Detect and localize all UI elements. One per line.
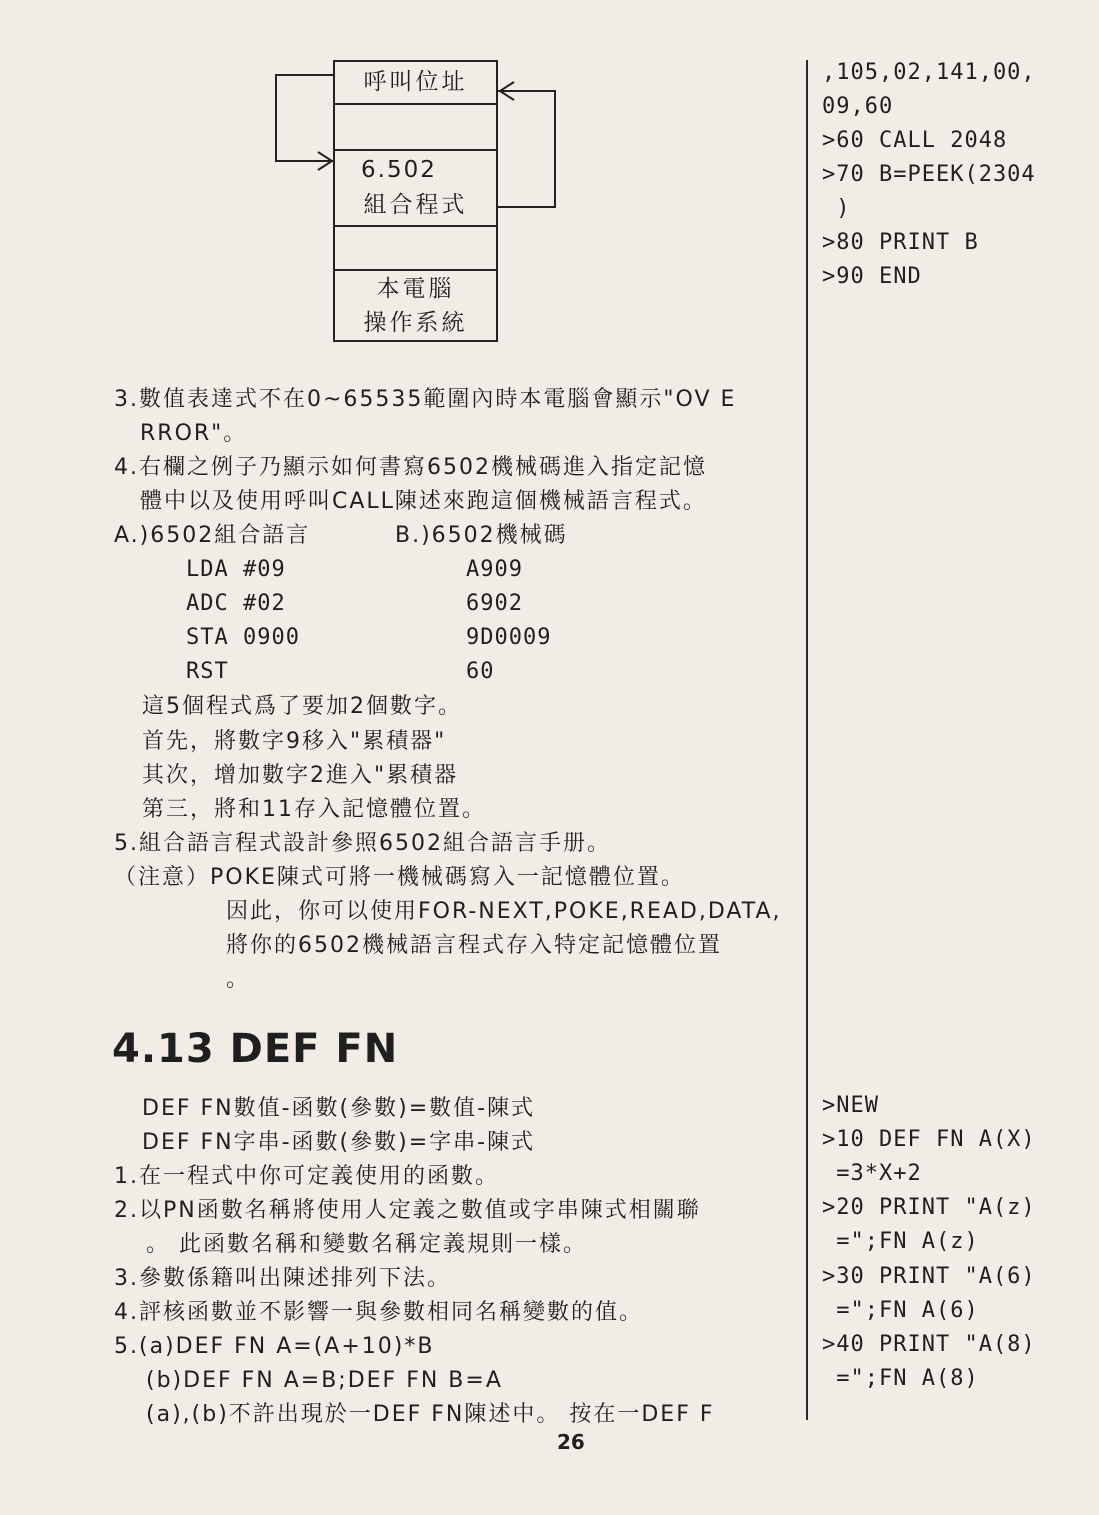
item-1: 1.在一程式中你可定義使用的函數。: [114, 1164, 499, 1189]
item-5-line3: (a),(b)不許出現於一DEF FN陳述中。 按在一DEF F: [146, 1402, 715, 1427]
para-4-line1: 4.右欄之例子乃顯示如何書寫6502機械碼進入指定記憶: [114, 455, 707, 480]
os-cell-line1: 本電腦: [376, 276, 455, 302]
explanation-1: 這5個程式爲了要加2個數字。: [142, 694, 462, 719]
para-5: 5.組合語言程式設計參照6502組合語言手册。: [114, 831, 611, 856]
code-line: >80 PRINT B: [822, 230, 979, 255]
machine-code-2: 6902: [466, 591, 523, 616]
asm-line-3: STA 0900: [186, 625, 300, 650]
machine-code-1: A909: [466, 557, 523, 582]
para-3-line2: RROR"。: [140, 421, 248, 446]
memory-stack: [333, 60, 498, 342]
explanation-4: 第三，將和11存入記憶體位置。: [142, 797, 486, 822]
asm-program-cell-line2: 組合程式: [363, 192, 468, 218]
page-number: 26: [557, 1430, 585, 1454]
asm-program-cell-line1: 6.502: [361, 157, 437, 183]
explanation-3: 其次，增加數字2進入"累積器: [142, 763, 459, 788]
code-line: ,105,02,141,00,: [822, 60, 1036, 85]
code-line: >40 PRINT "A(8): [822, 1332, 1036, 1357]
col-a-header: A.)6502組合語言: [114, 523, 311, 548]
item-5-line2: (b)DEF FN A=B;DEF FN B=A: [146, 1368, 503, 1393]
item-2-line1: 2.以PN函數名稱將使用人定義之數值或字串陳式相關聯: [114, 1198, 701, 1223]
explanation-2: 首先，將數字9移入"累積器": [142, 729, 447, 754]
left-arrow-vertical: [275, 74, 277, 162]
code-line: >60 CALL 2048: [822, 128, 1008, 153]
code-line: >30 PRINT "A(6): [822, 1264, 1036, 1289]
code-line: >20 PRINT "A(z): [822, 1195, 1036, 1220]
code-line: =";FN A(8): [822, 1366, 979, 1391]
para-4-line2: 體中以及使用呼叫CALL陳述來跑這個機械語言程式。: [140, 489, 707, 514]
os-cell-line2: 操作系統: [363, 310, 468, 336]
call-address-cell: 呼叫位址: [363, 69, 468, 95]
item-4: 4.評核函數並不影響一與參數相同名稱變數的值。: [114, 1300, 643, 1325]
right-arrow-bottom: [498, 206, 556, 208]
note-line3: 將你的6502機械語言程式存入特定記憶體位置: [226, 933, 722, 958]
code-line: =3*X+2: [822, 1161, 922, 1186]
syntax-numeric: DEF FN數值-函數(參數)=數值-陳式: [142, 1096, 536, 1121]
section-heading: 4.13 DEF FN: [112, 1026, 399, 1072]
para-3-line1: 3.數值表達式不在0~65535範圍內時本電腦會顯示"OV E: [114, 387, 737, 412]
right-arrowhead-icon: [496, 80, 516, 102]
asm-line-1: LDA #09: [186, 557, 286, 582]
note-line2: 因此，你可以使用FOR-NEXT,POKE,READ,DATA,: [226, 899, 782, 924]
divider-4: [335, 269, 496, 271]
note-line1: （注意）POKE陳式可將一機械碼寫入一記憶體位置。: [114, 865, 685, 890]
machine-code-4: 60: [466, 659, 495, 684]
syntax-string: DEF FN字串-函數(參數)=字串-陳式: [142, 1130, 536, 1155]
left-arrow-top: [275, 74, 333, 76]
code-line: >70 B=PEEK(2304: [822, 162, 1036, 187]
right-arrow-vertical: [554, 90, 556, 208]
asm-line-2: ADC #02: [186, 591, 286, 616]
code-line: =";FN A(z): [822, 1229, 979, 1254]
code-line: ): [822, 196, 851, 221]
divider-2: [335, 149, 496, 151]
asm-line-4: RST: [186, 659, 229, 684]
item-2-line2: 。 此函數名稱和變數名稱定義規則一樣。: [146, 1232, 587, 1257]
divider-1: [335, 103, 496, 105]
column-divider: [806, 60, 808, 1420]
col-b-header: B.)6502機械碼: [395, 523, 568, 548]
code-line: >90 END: [822, 264, 922, 289]
machine-code-3: 9D0009: [466, 625, 552, 650]
code-line: >10 DEF FN A(X): [822, 1127, 1036, 1152]
code-line: =";FN A(6): [822, 1298, 979, 1323]
item-3: 3.參數係籍叫出陳述排列下法。: [114, 1266, 451, 1291]
left-arrowhead-icon: [316, 150, 336, 172]
code-line: >NEW: [822, 1093, 879, 1118]
item-5-line1: 5.(a)DEF FN A=(A+10)*B: [114, 1334, 435, 1359]
note-line4: 。: [226, 967, 251, 992]
code-line: 09,60: [822, 94, 894, 119]
divider-3: [335, 225, 496, 227]
